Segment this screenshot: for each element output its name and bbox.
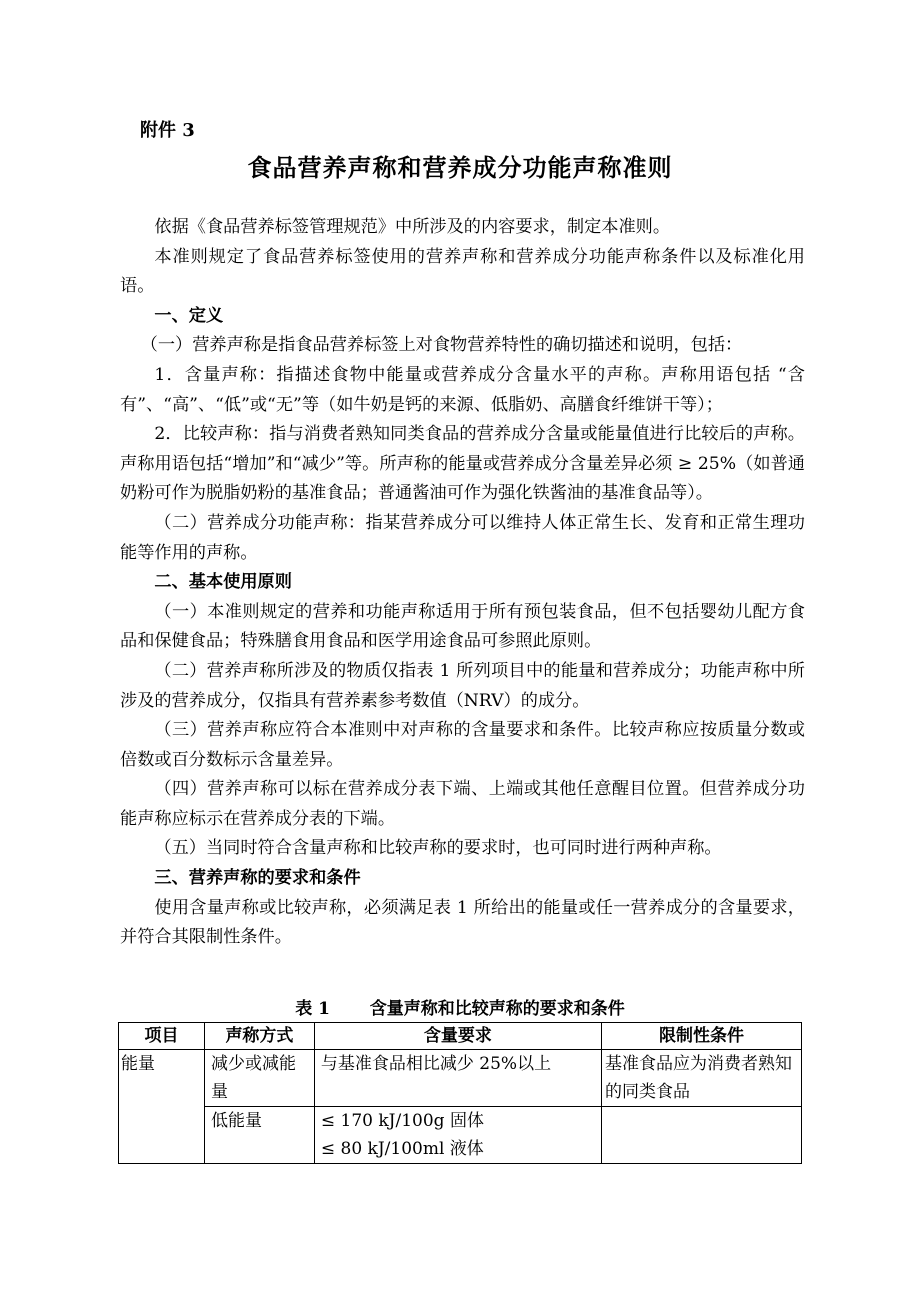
cell-item: 能量 bbox=[119, 1050, 205, 1164]
header-item: 项目 bbox=[119, 1023, 205, 1050]
paragraph-comparative-claim: 2．比较声称：指与消费者熟知同类食品的营养成分含量或能量值进行比较后的声称。声称用语包括“增加”和“减少”等。所声称的能量或营养成分含量差异必须 ≥ 25%（如普通奶粉可作为脱脂奶粉的基准食品；普通酱油可作为强化铁酱油的基准食品等）。 bbox=[120, 424, 805, 504]
paragraph-requirements: 使用含量声称或比较声称，必须满足表 1 所给出的能量或任一营养成分的含量要求，并符合其限制性条件。 bbox=[120, 897, 805, 948]
claims-table bbox=[118, 1022, 802, 1164]
paragraph-def-2: （二）营养成分功能声称：指某营养成分可以维持人体正常生长、发育和正常生理功能等作用的声称。 bbox=[120, 512, 805, 563]
cell-method: 减少或减能量 bbox=[205, 1050, 315, 1107]
cell-condition bbox=[601, 1107, 801, 1164]
paragraph-principle-4: （四）营养声称可以标在营养成分表下端、上端或其他任意醒目位置。但营养成分功能声称应标示在营养成分表的下端。 bbox=[120, 779, 805, 829]
heading-definitions: 一、定义 bbox=[154, 305, 224, 326]
cell-requirement: 与基准食品相比减少 25%以上 bbox=[314, 1050, 601, 1107]
paragraph-content-claim: 1．含量声称：指描述食物中能量或营养成分含量水平的声称。声称用语包括 “含有”、“高”、“低”或“无”等（如牛奶是钙的来源、低脂奶、高膳食纤维饼干等）； bbox=[120, 364, 805, 415]
heading-principles: 二、基本使用原则 bbox=[154, 572, 292, 593]
paragraph-def-1: （一）营养声称是指食品营养标签上对食物营养特性的确切描述和说明，包括： bbox=[140, 335, 743, 356]
table-row bbox=[119, 1050, 802, 1107]
page-title: 食品营养声称和营养成分功能声称准则 bbox=[247, 153, 673, 182]
requirement-solid: ≤ 170 kJ/100g 固体 bbox=[320, 1111, 484, 1131]
header-method: 声称方式 bbox=[205, 1023, 315, 1050]
table-header-row bbox=[119, 1023, 802, 1050]
table-row bbox=[119, 1107, 802, 1164]
cell-condition: 基准食品应为消费者熟知的同类食品 bbox=[601, 1050, 801, 1107]
table-caption-number: 表 1 bbox=[295, 999, 330, 1019]
document-body bbox=[120, 213, 805, 953]
cell-requirement bbox=[314, 1107, 601, 1164]
paragraph-principle-2: （二）营养声称所涉及的物质仅指表 1 所列项目中的能量和营养成分；功能声称中所涉及的营养成分，仅指具有营养素参考数值（NRV）的成分。 bbox=[120, 660, 805, 711]
paragraph-principle-3: （三）营养声称应符合本准则中对声称的含量要求和条件。比较声称应按质量分数或倍数或百分数标示含量差异。 bbox=[120, 720, 805, 770]
table-caption-text: 含量声称和比较声称的要求和条件 bbox=[369, 999, 625, 1019]
paragraph-basis: 依据《食品营养标签管理规范》中所涉及的内容要求，制定本准则。 bbox=[154, 217, 671, 237]
requirement-liquid: ≤ 80 kJ/100ml 液体 bbox=[320, 1139, 484, 1159]
table-caption bbox=[0, 994, 920, 1019]
paragraph-scope: 本准则规定了食品营养标签使用的营养声称和营养成分功能声称条件以及标准化用语。 bbox=[120, 246, 805, 297]
attachment-label: 附件 3 bbox=[140, 120, 195, 141]
heading-requirements: 三、营养声称的要求和条件 bbox=[154, 868, 361, 889]
paragraph-principle-5: （五）当同时符合含量声称和比较声称的要求时，也可同时进行两种声称。 bbox=[154, 838, 722, 859]
header-requirement: 含量要求 bbox=[314, 1023, 601, 1050]
header-condition: 限制性条件 bbox=[601, 1023, 801, 1050]
cell-method: 低能量 bbox=[205, 1107, 315, 1164]
paragraph-principle-1: （一）本准则规定的营养和功能声称适用于所有预包装食品，但不包括婴幼儿配方食品和保健食品；特殊膳食用食品和医学用途食品可参照此原则。 bbox=[120, 601, 805, 652]
